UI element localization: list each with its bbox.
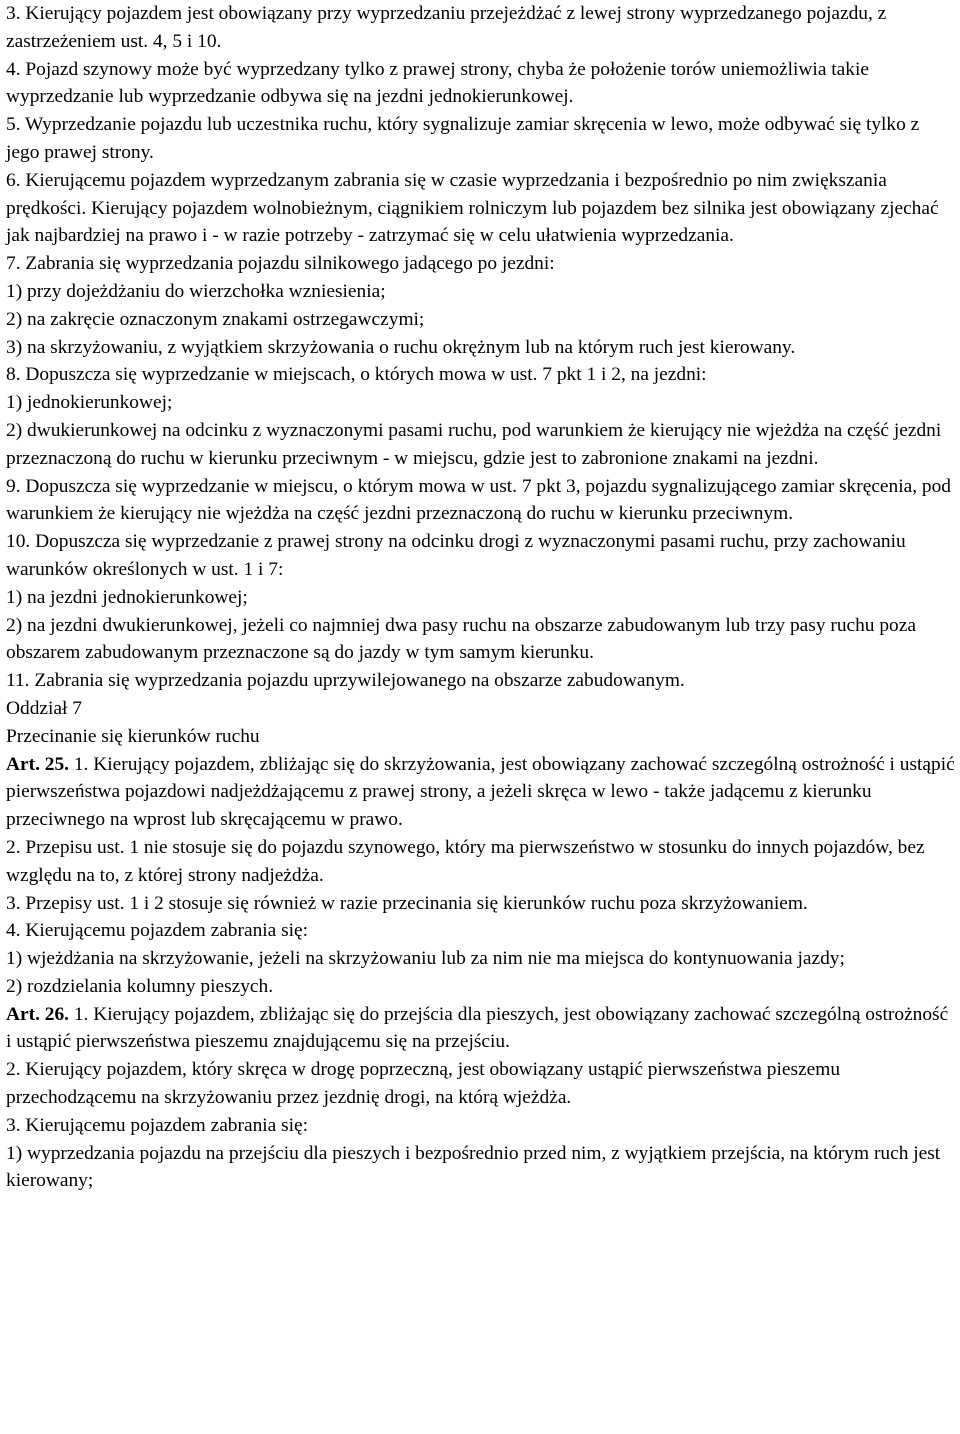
list-item: 2) rozdzielania kolumny pieszych.: [6, 975, 274, 997]
list-item: 1) przy dojeżdżaniu do wierzchołka wzniesienia;: [6, 280, 386, 302]
list-item: 3) na skrzyżowaniu, z wyjątkiem skrzyżowania o ruchu okrężnym lub na którym ruch jest kierowany.: [6, 336, 796, 358]
section-title: Przecinanie się kierunków ruchu: [6, 725, 260, 747]
list-item: 1) wjeżdżania na skrzyżowanie, jeżeli na skrzyżowaniu lub za nim nie ma miejsca do kontynuowania jazdy;: [6, 948, 845, 970]
article-label: Art. 26.: [6, 1003, 70, 1025]
paragraph: 6. Kierującemu pojazdem wyprzedzanym zabrania się w czasie wyprzedzania i bezpośrednio po nim zwiększania prędkości. Kierujący pojazdem wolnobieżnym, ciągnikiem rolniczym lub pojazdem bez silnika jest obowiązany zjechać jak najbardziej na prawo i - w razie potrzeby - zatrzymać się w celu ułatwienia wyprzedzania.: [6, 169, 939, 247]
article-paragraph: Art. 25. 1. Kierujący pojazdem, zbliżając się do skrzyżowania, jest obowiązany zachować szczególną ostrożność i ustąpić pierwszeństwa pojazdowi nadjeżdżającemu z prawej strony, a jeżeli skręca w lewo - także jadącemu z kierunku przeciwnego na wprost lub skręcającemu w prawo.: [6, 753, 955, 831]
article-paragraph: Art. 26. 1. Kierujący pojazdem, zbliżając się do przejścia dla pieszych, jest obowiązany zachować szczególną ostrożność i ustąpić pierwszeństwa pieszemu znajdującemu się na przejściu.: [6, 1003, 949, 1053]
list-item: 2) dwukierunkowej na odcinku z wyznaczonymi pasami ruchu, pod warunkiem że kierujący nie wjeżdża na część jezdni przeznaczoną do ruchu w kierunku przeciwnym - w miejscu, gdzie jest to zabronione znakami na jezdni.: [6, 419, 942, 469]
paragraph: 3. Kierującemu pojazdem zabrania się:: [6, 1114, 309, 1136]
paragraph: 8. Dopuszcza się wyprzedzanie w miejscach, o których mowa w ust. 7 pkt 1 i 2, na jezdni:: [6, 364, 707, 386]
list-item: 1) na jezdni jednokierunkowej;: [6, 586, 248, 608]
paragraph: 4. Pojazd szynowy może być wyprzedzany tylko z prawej strony, chyba że położenie torów uniemożliwia takie wyprzedzanie lub wyprzedzanie odbywa się na jezdni jednokierunkowej.: [6, 58, 869, 108]
paragraph: 3. Kierujący pojazdem jest obowiązany przy wyprzedzaniu przejeżdżać z lewej strony wyprzedzanego pojazdu, z zastrzeżeniem ust. 4, 5 i 10.: [6, 3, 887, 52]
paragraph: 4. Kierującemu pojazdem zabrania się:: [6, 920, 309, 942]
list-item: 1) jednokierunkowej;: [6, 392, 173, 414]
paragraph: 11. Zabrania się wyprzedzania pojazdu uprzywilejowanego na obszarze zabudowanym.: [6, 670, 685, 692]
paragraph: 7. Zabrania się wyprzedzania pojazdu silnikowego jadącego po jezdni:: [6, 253, 555, 275]
section-heading: Oddział 7: [6, 697, 82, 719]
paragraph: 10. Dopuszcza się wyprzedzanie z prawej strony na odcinku drogi z wyznaczonymi pasami ruchu, przy zachowaniu warunków określonych w ust. 1 i 7:: [6, 531, 906, 580]
paragraph: 2. Kierujący pojazdem, który skręca w drogę poprzeczną, jest obowiązany ustąpić pierwszeństwa pieszemu przechodzącemu na skrzyżowaniu przez jezdnię drogi, na którą wjeżdża.: [6, 1059, 841, 1109]
article-label: Art. 25.: [6, 753, 70, 775]
paragraph: 5. Wyprzedzanie pojazdu lub uczestnika ruchu, który sygnalizuje zamiar skręcenia w lewo, może odbywać się tylko z jego prawej strony.: [6, 114, 920, 163]
list-item: 1) wyprzedzania pojazdu na przejściu dla pieszych i bezpośrednio przed nim, z wyjątkiem przejścia, na którym ruch jest kierowany;: [6, 1142, 941, 1192]
paragraph: 9. Dopuszcza się wyprzedzanie w miejscu, o którym mowa w ust. 7 pkt 3, pojazdu sygnalizującego zamiar skręcenia, pod warunkiem że kierujący nie wjeżdża na część jezdni przeznaczoną do ruchu w kierunku przeciwnym.: [6, 475, 951, 525]
list-item: 2) na jezdni dwukierunkowej, jeżeli co najmniej dwa pasy ruchu na obszarze zabudowanym lub trzy pasy ruchu poza obszarem zabudowanym przeznaczone są do jazdy w tym samym kierunku.: [6, 614, 916, 664]
paragraph: 2. Przepisu ust. 1 nie stosuje się do pojazdu szynowego, który ma pierwszeństwo w stosunku do innych pojazdów, bez względu na to, z której strony nadjeżdża.: [6, 836, 925, 886]
paragraph: 3. Przepisy ust. 1 i 2 stosuje się również w razie przecinania się kierunków ruchu poza skrzyżowaniem.: [6, 892, 808, 914]
list-item: 2) na zakręcie oznaczonym znakami ostrzegawczymi;: [6, 308, 425, 330]
